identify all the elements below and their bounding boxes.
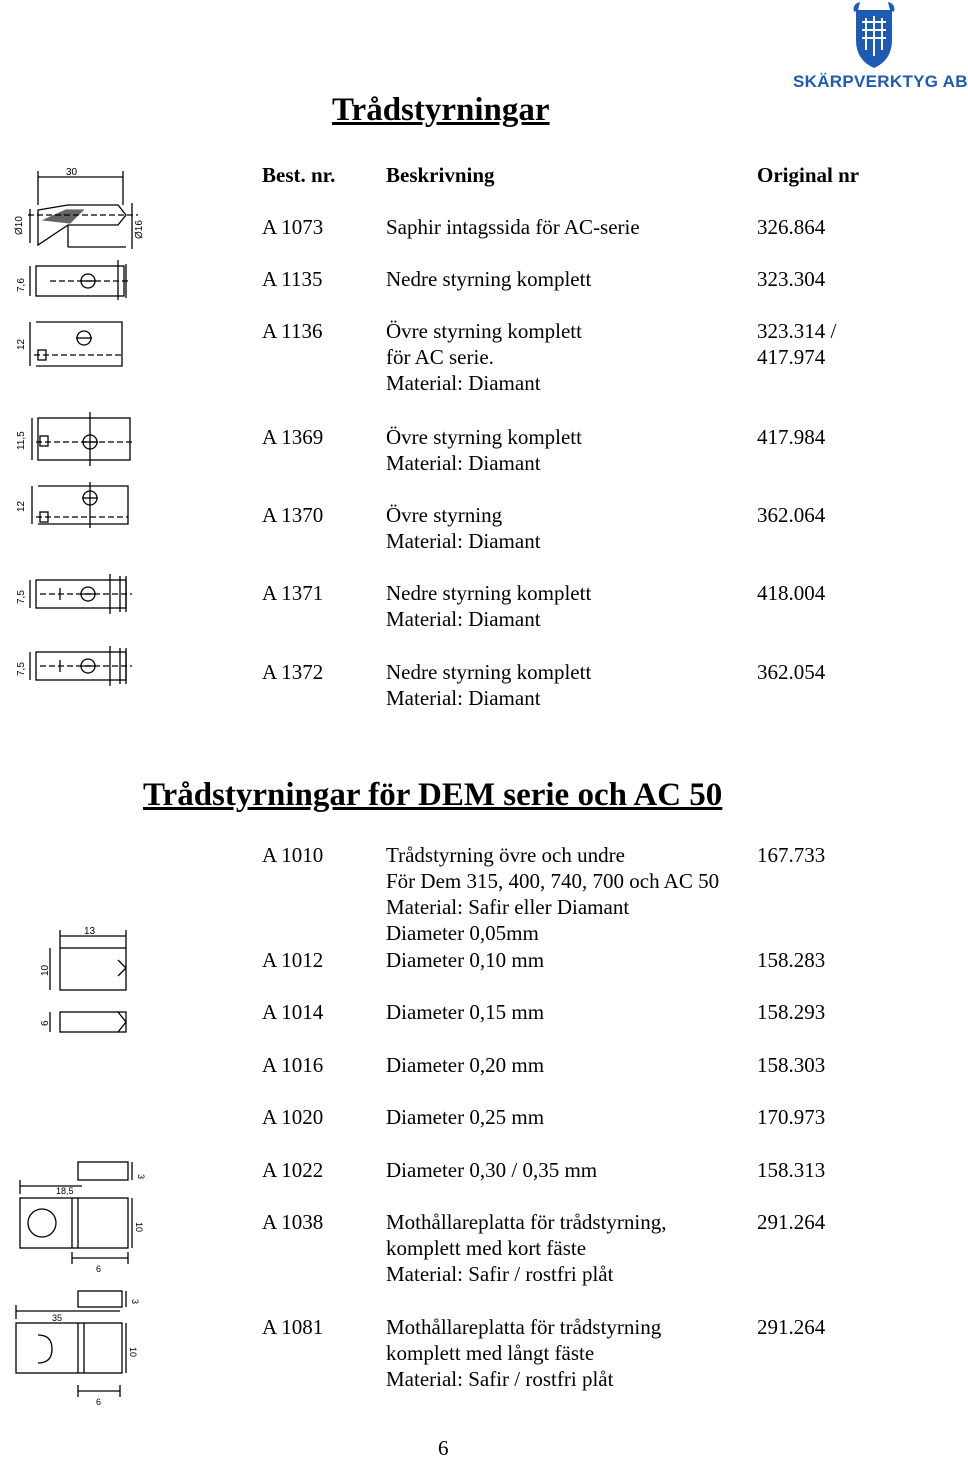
drawing-a1372-dim: 7,5 (16, 662, 27, 676)
description: Övre styrning komplett (386, 425, 582, 449)
drawing-a1081-dim-35: 35 (52, 1313, 63, 1323)
original-number: 158.313 (757, 1158, 826, 1182)
original-number: 291.264 (757, 1315, 826, 1339)
description: Saphir intagssida för AC-serie (386, 215, 640, 239)
drawing-a1038-dim-10: 10 (134, 1222, 144, 1233)
logo-text: SKÄRPVERKTYG AB (793, 72, 968, 91)
article-number: A 1038 (262, 1210, 324, 1234)
drawing-a1081 (8, 1285, 138, 1410)
viking-shield-icon (844, 0, 904, 70)
drawing-a1073-dim-d16: Ø16 (134, 220, 145, 239)
drawing-a1010-dim-6: 6 (40, 1020, 51, 1026)
description-detail: Material: Diamant (386, 371, 541, 395)
drawing-a1038-dim-6: 6 (96, 1264, 102, 1274)
article-number: A 1369 (262, 425, 324, 449)
original-number: 323.314 / (757, 319, 837, 343)
original-number: 291.264 (757, 1210, 826, 1234)
description-detail: Material: Safir / rostfri plåt (386, 1367, 614, 1391)
drawing-a1081-dim-10: 10 (128, 1347, 138, 1358)
description: Diameter 0,20 mm (386, 1053, 545, 1077)
drawing-a1135 (10, 256, 135, 306)
original-number: 167.733 (757, 843, 826, 867)
page-title: Trådstyrningar (332, 92, 550, 128)
page-number: 6 (438, 1436, 449, 1460)
description-detail: Material: Diamant (386, 607, 541, 631)
drawing-a1371 (10, 572, 135, 617)
description: Trådstyrning övre och undre (386, 843, 625, 867)
drawing-a1371-dim: 7,5 (16, 590, 27, 604)
section2-title: Trådstyrningar för DEM serie och AC 50 (143, 777, 723, 813)
description: Nedre styrning komplett (386, 581, 592, 605)
description-detail: Diameter 0,05mm (386, 921, 539, 945)
article-number: A 1020 (262, 1105, 324, 1129)
description: Diameter 0,30 / 0,35 mm (386, 1158, 598, 1182)
description-detail: Material: Safir eller Diamant (386, 895, 630, 919)
description-detail: Material: Diamant (386, 451, 541, 475)
drawing-a1136 (10, 314, 135, 374)
drawing-a1038 (12, 1158, 146, 1283)
description-detail: Material: Diamant (386, 529, 541, 553)
drawing-a1010 (36, 920, 136, 1045)
original-number: 417.984 (757, 425, 826, 449)
drawing-a1135-dim: 7,6 (16, 278, 27, 292)
description: Nedre styrning komplett (386, 660, 592, 684)
original-number: 417.974 (757, 345, 826, 369)
drawing-a1370-dim: 12 (16, 500, 27, 512)
header-original-nr: Original nr (757, 163, 860, 187)
drawing-a1369-dim: 11,5 (16, 431, 27, 450)
original-number: 362.064 (757, 503, 826, 527)
drawing-a1369 (10, 410, 135, 470)
original-number: 158.293 (757, 1000, 826, 1024)
company-logo (790, 0, 968, 95)
article-number: A 1022 (262, 1158, 324, 1182)
description: Mothållareplatta för trådstyrning (386, 1315, 662, 1339)
description: Diameter 0,10 mm (386, 948, 545, 972)
article-number: A 1371 (262, 581, 324, 605)
original-number: 418.004 (757, 581, 826, 605)
description-detail: komplett med långt fäste (386, 1341, 595, 1365)
article-number: A 1372 (262, 660, 324, 684)
description-detail: komplett med kort fäste (386, 1236, 587, 1260)
description-detail: för AC serie. (386, 345, 494, 369)
header-best-nr: Best. nr. (262, 163, 336, 187)
article-number: A 1012 (262, 948, 324, 972)
article-number: A 1081 (262, 1315, 324, 1339)
article-number: A 1370 (262, 503, 324, 527)
original-number: 170.973 (757, 1105, 826, 1129)
original-number: 326.864 (757, 215, 826, 239)
description-detail: Material: Diamant (386, 686, 541, 710)
description: Nedre styrning komplett (386, 267, 592, 291)
drawing-a1038-dim-3: 3 (136, 1174, 146, 1180)
original-number: 158.283 (757, 948, 826, 972)
drawing-a1136-dim: 12 (16, 338, 27, 350)
drawing-a1372 (10, 644, 135, 689)
description-detail: För Dem 315, 400, 740, 700 och AC 50 (386, 869, 720, 893)
description: Diameter 0,25 mm (386, 1105, 545, 1129)
article-number: A 1136 (262, 319, 323, 343)
article-number: A 1073 (262, 215, 324, 239)
drawing-a1010-dim-13: 13 (84, 926, 96, 937)
drawing-a1081-dim-6: 6 (96, 1397, 102, 1407)
article-number: A 1014 (262, 1000, 324, 1024)
drawing-a1073 (8, 165, 143, 265)
article-number: A 1010 (262, 843, 324, 867)
drawing-a1010-dim-10: 10 (40, 964, 51, 976)
original-number: 323.304 (757, 267, 826, 291)
header-beskrivning: Beskrivning (386, 163, 495, 187)
description: Övre styrning (386, 503, 503, 527)
description: Diameter 0,15 mm (386, 1000, 545, 1024)
drawing-a1370 (10, 480, 135, 530)
drawing-a1038-dim-185: 18,5 (56, 1186, 74, 1196)
original-number: 362.054 (757, 660, 826, 684)
drawing-a1073-dim-d10: Ø10 (14, 216, 25, 235)
article-number: A 1135 (262, 267, 323, 291)
description: Mothållareplatta för trådstyrning, (386, 1210, 667, 1234)
description-detail: Material: Safir / rostfri plåt (386, 1262, 614, 1286)
drawing-a1081-dim-3: 3 (130, 1299, 140, 1305)
description: Övre styrning komplett (386, 319, 582, 343)
original-number: 158.303 (757, 1053, 826, 1077)
article-number: A 1016 (262, 1053, 324, 1077)
drawing-a1073-dim-30: 30 (66, 167, 78, 178)
